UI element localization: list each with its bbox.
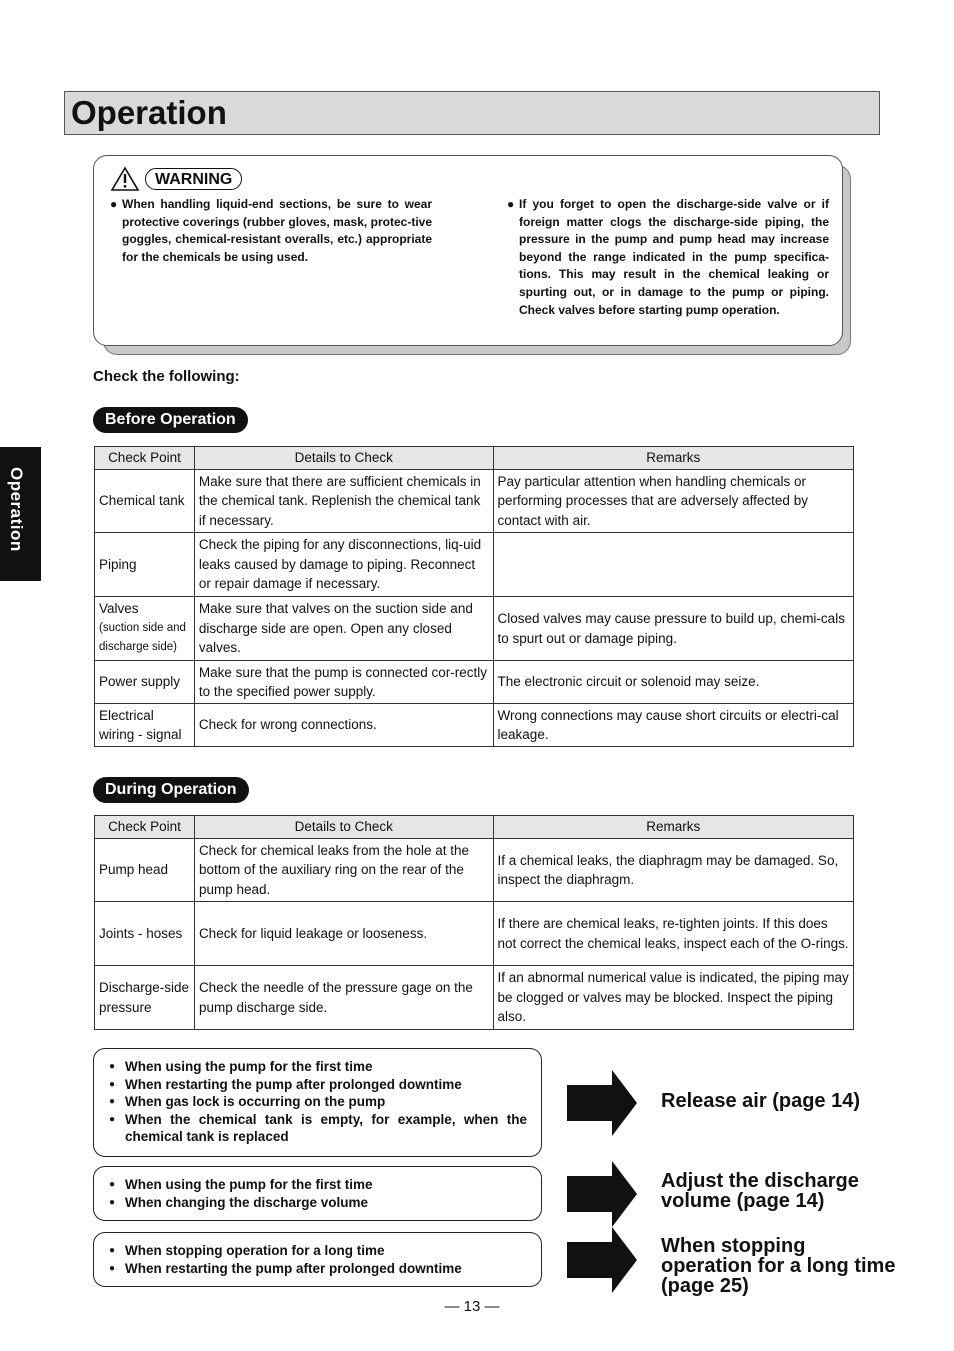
check-point: Power supply	[95, 661, 195, 704]
check-point-label: Valves	[99, 601, 139, 617]
warning-right	[507, 196, 829, 319]
action-adjust-volume: Adjust the discharge volume (page 14)	[661, 1170, 859, 1212]
column-header: Check Point	[95, 447, 195, 470]
table-header-row	[95, 816, 854, 839]
details-to-check: Make sure that there are sufficient chemicals in the chemical tank. Replenish the chemical tank if necessary.	[194, 470, 493, 533]
side-section-tab	[0, 447, 41, 581]
remarks: If a chemical leaks, the diaphragm may be damaged. So, inspect the diaphragm.	[493, 839, 853, 902]
column-header: Remarks	[493, 447, 853, 470]
before-operation-table	[94, 446, 854, 747]
condition-item: ● When stopping operation for a long time	[109, 1242, 527, 1260]
table-header-row	[95, 447, 854, 470]
table-row	[95, 533, 854, 597]
condition-item: ● When gas lock is occurring on the pump	[109, 1093, 527, 1111]
table-row	[95, 902, 854, 966]
page-title-bar	[64, 91, 880, 135]
details-to-check: Make sure that the pump is connected cor-rectly to the specified power supply.	[194, 661, 493, 704]
details-to-check: Make sure that valves on the suction side and discharge side are open. Open any closed valves.	[194, 597, 493, 661]
table-row	[95, 597, 854, 661]
remarks: The electronic circuit or solenoid may seize.	[493, 661, 853, 704]
table-row	[95, 966, 854, 1030]
remarks: Closed valves may cause pressure to build up, chemi-cals to spurt out or damage piping.	[493, 597, 853, 661]
during-operation-table	[94, 815, 854, 1030]
conditions-box-adjust-volume	[93, 1166, 542, 1221]
column-header: Details to Check	[194, 816, 493, 839]
check-point: Piping	[95, 533, 195, 597]
remarks	[493, 533, 853, 597]
column-header: Remarks	[493, 816, 853, 839]
details-to-check: Check for wrong connections.	[194, 704, 493, 747]
arrow-right-icon	[567, 1227, 637, 1293]
table-row	[95, 704, 854, 747]
condition-item: ● When restarting the pump after prolonged downtime	[109, 1260, 527, 1278]
arrow-right-icon	[567, 1070, 637, 1136]
details-to-check: Check the needle of the pressure gage on the pump discharge side.	[194, 966, 493, 1030]
condition-item: ● When using the pump for the first time	[109, 1176, 527, 1194]
check-point	[95, 597, 195, 661]
condition-item: ● When restarting the pump after prolonged downtime	[109, 1076, 527, 1094]
warning-triangle-icon	[110, 166, 140, 192]
column-header: Check Point	[95, 816, 195, 839]
conditions-box-release-air	[93, 1048, 542, 1157]
check-point: Chemical tank	[95, 470, 195, 533]
check-heading: Check the following:	[93, 368, 240, 385]
check-point: Electrical wiring - signal	[95, 704, 195, 747]
bullet-icon: ●	[507, 197, 515, 211]
page-number: — 13 —	[444, 1298, 500, 1315]
before-operation-label: Before Operation	[93, 407, 248, 433]
condition-item: ● When the chemical tank is empty, for example, when the chemical tank is replaced	[109, 1111, 527, 1146]
bullet-icon: ●	[110, 197, 118, 211]
during-operation-label: During Operation	[93, 777, 249, 803]
check-point-sublabel: (suction side and discharge side)	[99, 621, 186, 654]
action-release-air: Release air (page 14)	[661, 1090, 860, 1112]
warning-right-text: If you forget to open the discharge-side valve or if foreign matter clogs the discharge-side piping, the pressure in the pump and pump head may increase beyond the range indicated in the pump specifica-tions. This may result in the chemical leaking or spurting out, or in damage to the pump or piping. Check valves before starting pump operation.	[519, 197, 829, 317]
remarks: Wrong connections may cause short circuits or electri-cal leakage.	[493, 704, 853, 747]
warning-label: WARNING	[145, 168, 242, 190]
table-row	[95, 839, 854, 902]
check-point: Joints - hoses	[95, 902, 195, 966]
condition-item: ● When changing the discharge volume	[109, 1194, 527, 1212]
remarks: If an abnormal numerical value is indicated, the piping may be clogged or valves may be blocked. Inspect the piping also.	[493, 966, 853, 1030]
arrow-right-icon	[567, 1161, 637, 1227]
remarks: If there are chemical leaks, re-tighten joints. If this does not correct the chemical leaks, inspect each of the O-rings.	[493, 902, 853, 966]
details-to-check: Check for chemical leaks from the hole at the bottom of the auxiliary ring on the rear of the pump head.	[194, 839, 493, 902]
check-point: Pump head	[95, 839, 195, 902]
details-to-check: Check for liquid leakage or looseness.	[194, 902, 493, 966]
details-to-check: Check the piping for any disconnections, liq-uid leaks caused by damage to piping. Reconnect or repair damage if necessary.	[194, 533, 493, 597]
column-header: Details to Check	[194, 447, 493, 470]
table-row	[95, 661, 854, 704]
page-title: Operation	[71, 94, 227, 131]
side-tab-label: Operation	[7, 467, 26, 552]
warning-left-text: When handling liquid-end sections, be sure to wear protective coverings (rubber gloves, mask, protec-tive goggles, chemical-resistant overalls, etc.) appropriate for the chemicals be using used.	[122, 197, 432, 264]
remarks: Pay particular attention when handling chemicals or performing processes that are adversely affected by contact with air.	[493, 470, 853, 533]
check-point: Discharge-side pressure	[95, 966, 195, 1030]
conditions-box-long-stop	[93, 1232, 542, 1287]
table-row	[95, 470, 854, 533]
action-long-stop: When stopping operation for a long time (page 25)	[661, 1235, 896, 1297]
condition-item: ● When using the pump for the first time	[109, 1058, 527, 1076]
warning-left	[110, 196, 432, 266]
